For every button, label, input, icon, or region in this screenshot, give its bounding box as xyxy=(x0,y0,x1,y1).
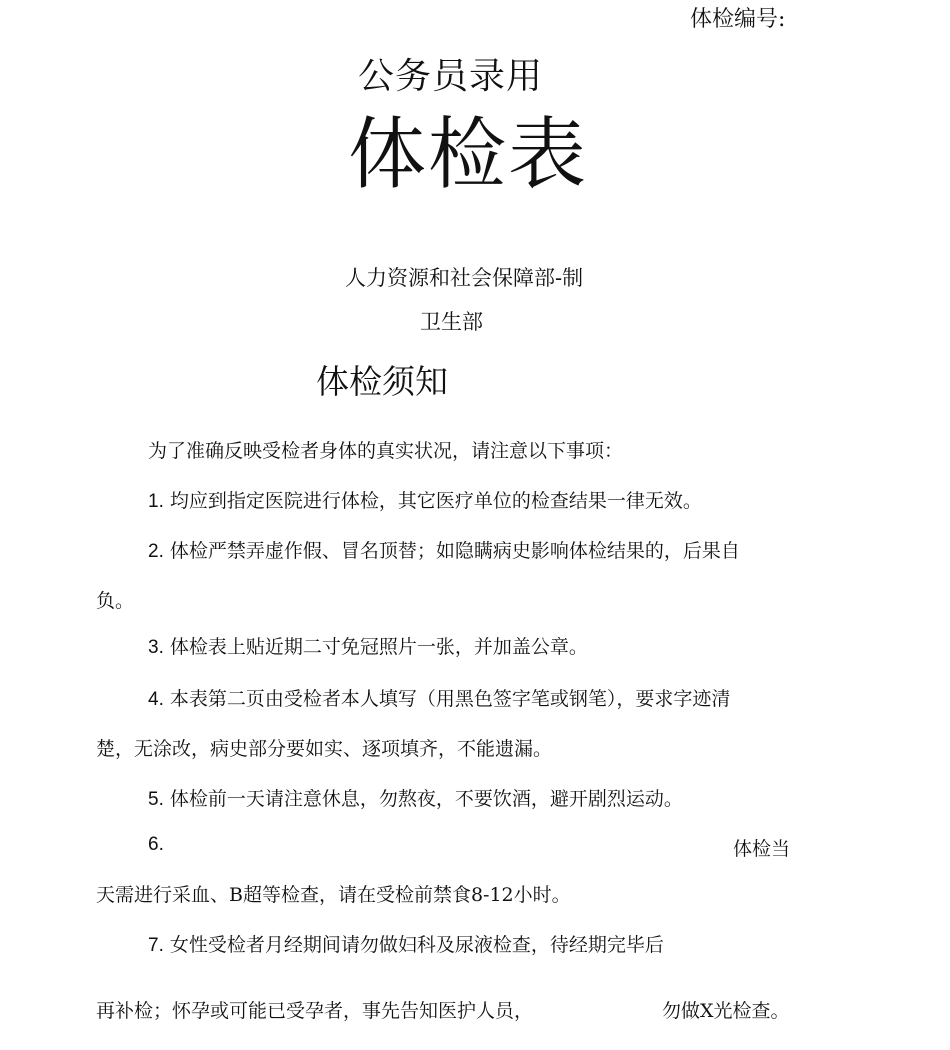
notice-item-3 xyxy=(148,632,588,659)
exam-number-label: 体检编号: xyxy=(690,7,786,32)
notice-item-7-continued: 再补检；怀孕或可能已受孕者，事先告知医护人员， xyxy=(96,1000,534,1022)
item-text: 体检前一天请注意休息，勿熬夜，不要饮酒，避开剧烈运动。 xyxy=(169,788,683,810)
item-text: 体检表上贴近期二寸免冠照片一张，并加盖公章。 xyxy=(169,636,588,658)
notice-intro: 为了准确反映受检者身体的真实状况，请注意以下事项： xyxy=(148,440,624,462)
item-text: 本表第二页由受检者本人填写（用黑色签字笔或钢笔），要求字迹清 xyxy=(169,688,731,710)
item-number: 3. xyxy=(148,637,164,658)
notice-item-6-text: 体检当 xyxy=(733,838,791,860)
title-line-1: 公务员录用 xyxy=(358,56,544,97)
notice-heading: 体检须知 xyxy=(316,362,448,401)
notice-item-4 xyxy=(148,684,730,711)
issuer-line-1: 人力资源和社会保障部-制 xyxy=(345,266,584,290)
item-text: 体检严禁弄虚作假、冒名顶替；如隐瞒病史影响体检结果的，后果自 xyxy=(169,540,740,562)
notice-item-6-number: 6. xyxy=(148,834,164,855)
issuer-line-2: 卫生部 xyxy=(420,310,483,334)
notice-item-2-continued: 负。 xyxy=(96,590,135,612)
notice-item-7-continued-right: 勿做X光检查。 xyxy=(662,1000,790,1022)
item-number: 2. xyxy=(148,541,164,562)
notice-item-5 xyxy=(148,784,683,811)
notice-item-1 xyxy=(148,486,702,513)
item-number: 1. xyxy=(148,491,164,512)
item-number: 4. xyxy=(148,689,164,710)
notice-item-2 xyxy=(148,536,740,563)
notice-item-4-continued: 楚，无涂改，病史部分要如实、逐项填齐，不能遗漏。 xyxy=(96,738,553,760)
notice-item-7 xyxy=(148,930,664,957)
item-number: 5. xyxy=(148,789,164,810)
title-line-2: 体检表 xyxy=(348,110,589,200)
item-text: 均应到指定医院进行体检，其它医疗单位的检查结果一律无效。 xyxy=(169,490,702,512)
notice-item-6-continued: 天需进行采血、B超等检查，请在受检前禁食8-12小时。 xyxy=(96,884,571,906)
item-number: 7. xyxy=(148,935,164,956)
item-text: 女性受检者月经期间请勿做妇科及尿液检查，待经期完毕后 xyxy=(169,934,664,956)
